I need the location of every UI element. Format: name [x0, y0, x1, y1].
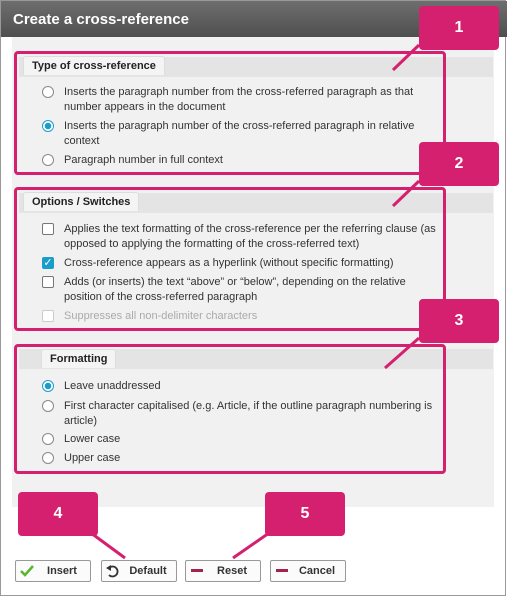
- formatting-option-2[interactable]: First character capitalised (e.g. Article, if the outline paragraph numbering is article): [42, 399, 432, 429]
- option-text-formatting[interactable]: Applies the text formatting of the cross-reference per the referring clause (as opposed to applying the formatting of the cross-referred text): [42, 222, 436, 252]
- type-option-1[interactable]: Inserts the paragraph number from the cross-referred paragraph as that number appears in the document: [42, 85, 413, 115]
- formatting-option-4[interactable]: Upper case: [42, 451, 120, 466]
- default-button[interactable]: Default: [101, 560, 177, 582]
- formatting-section-title: Formatting: [41, 349, 116, 368]
- option-above-below[interactable]: Adds (or inserts) the text “above” or “below”, depending on the relative position of the cross-referred paragraph: [42, 275, 406, 305]
- callout-badge-4: 4: [18, 492, 98, 536]
- reset-button[interactable]: Reset: [185, 560, 261, 582]
- options-section-title: Options / Switches: [23, 192, 139, 211]
- callout-badge-5: 5: [265, 492, 345, 536]
- type-section-title: Type of cross-reference: [23, 56, 165, 75]
- checkbox-checked[interactable]: ✓: [43, 257, 53, 269]
- callout-badge-1: 1: [419, 6, 499, 50]
- undo-arrow-icon: [102, 564, 124, 578]
- minus-icon: [186, 568, 208, 574]
- option-suppress-non-delimiter: Suppresses all non-delimiter characters: [42, 309, 257, 324]
- type-option-3[interactable]: Paragraph number in full context: [42, 153, 223, 168]
- checkmark-icon: [16, 565, 38, 577]
- callout-badge-2: 2: [419, 142, 499, 186]
- insert-button[interactable]: Insert: [15, 560, 91, 582]
- type-option-2[interactable]: Inserts the paragraph number of the cross-referred paragraph in relative context: [42, 119, 414, 149]
- option-hyperlink[interactable]: ✓ Cross-reference appears as a hyperlink (without specific formatting): [43, 257, 394, 269]
- dialog-title: Create a cross-reference: [1, 1, 507, 37]
- minus-icon: [271, 568, 293, 574]
- formatting-option-3[interactable]: Lower case: [42, 432, 120, 447]
- callout-badge-3: 3: [419, 299, 499, 343]
- formatting-option-1[interactable]: Leave unaddressed: [42, 379, 161, 394]
- cancel-button[interactable]: Cancel: [270, 560, 346, 582]
